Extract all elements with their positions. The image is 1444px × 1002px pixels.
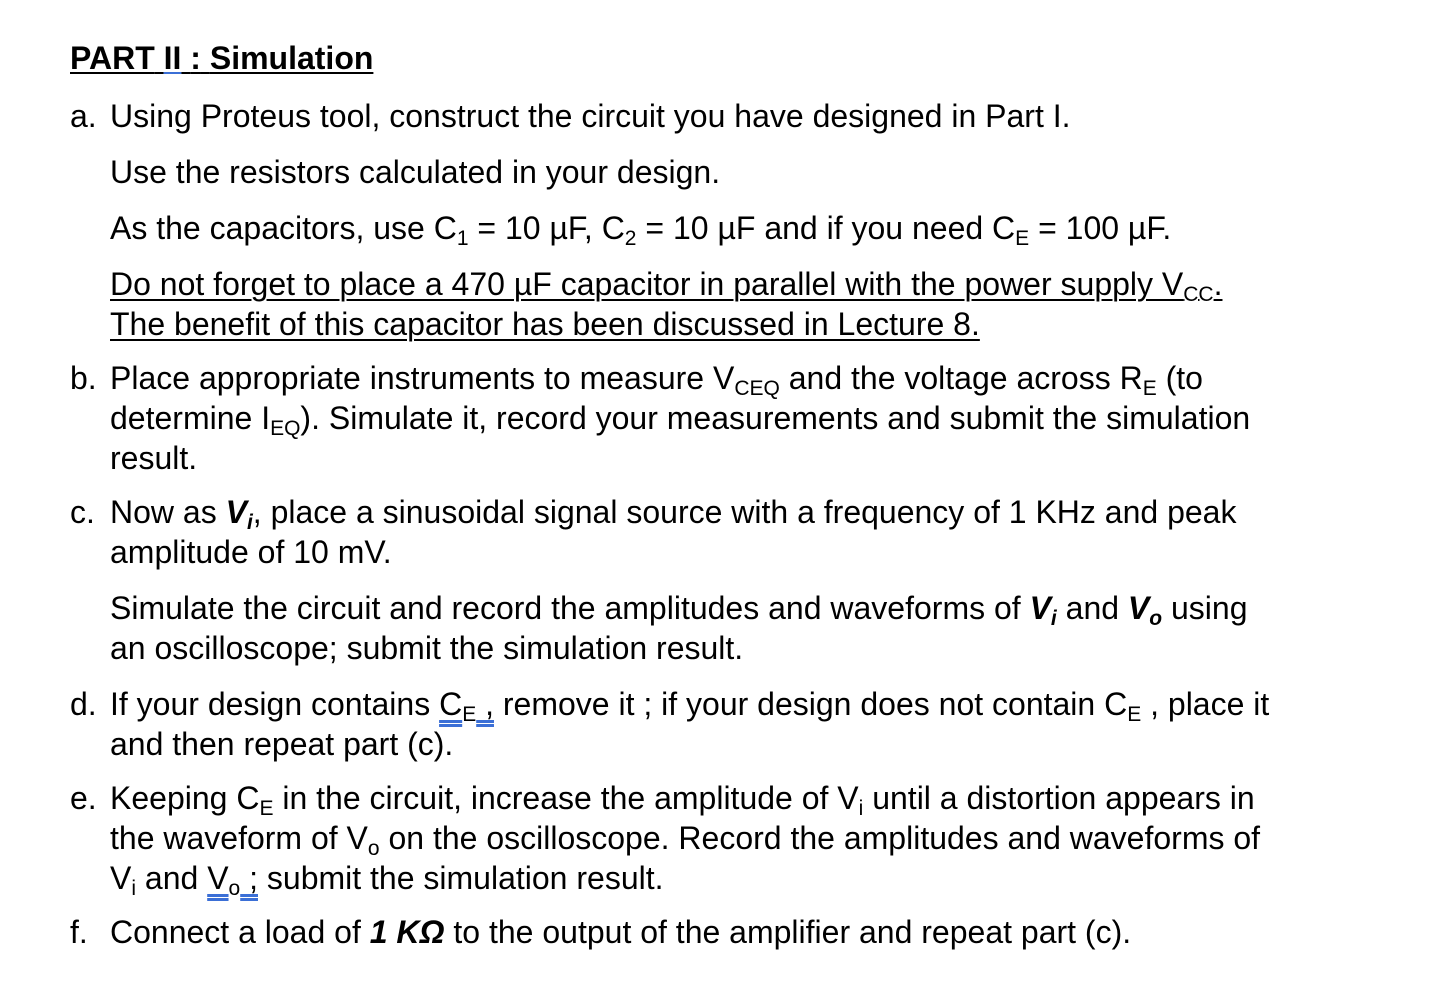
item-e-text bbox=[110, 778, 1410, 898]
item-f-text bbox=[110, 912, 1410, 952]
item-c-line-3: Simulate the circuit and record the amplitudes and waveforms of $V_i$ and $V_o$ using bbox=[110, 590, 1248, 630]
item-d-label: d. bbox=[70, 686, 97, 722]
item-a-line-4: Do not forget to place a 470 µF capacitor in parallel with the power supply $V_{CC}$. bbox=[110, 266, 1223, 306]
item-a-label: a. bbox=[70, 98, 97, 134]
item-a-text bbox=[110, 96, 1410, 344]
item-b-line-3: result. bbox=[110, 440, 198, 476]
item-a-line-1: Using Proteus tool, construct the circuit you have designed in Part I. bbox=[110, 98, 1071, 134]
item-b-label: b. bbox=[70, 360, 97, 396]
item-c-line-4: an oscilloscope; submit the simulation result. bbox=[110, 630, 744, 666]
item-a-line-3: As the capacitors, use $C_1 = 10$ µF, $C_2 = 10$ µF and if you need $C_E = 100$ µF. bbox=[110, 210, 1172, 250]
item-e-line-2: the waveform of $V_o$ on the oscilloscope. Record the amplitudes and waveforms of bbox=[110, 820, 1261, 860]
item-d-line-1: If your design contains $C_E$ , remove it ; if your design does not contain $C_E$ , place it bbox=[110, 686, 1270, 726]
heading-title: Simulation bbox=[209, 40, 374, 76]
item-b-line-1: Place appropriate instruments to measure $V_{CEQ}$ and the voltage across $R_E$ (to bbox=[110, 360, 1203, 400]
item-e-line-3: $V_i$ and $V_o$ ; submit the simulation result. bbox=[110, 860, 664, 900]
item-c-line-2: amplitude of 10 mV. bbox=[110, 534, 392, 570]
item-c-label: c. bbox=[70, 494, 95, 530]
item-a-line-2: Use the resistors calculated in your design. bbox=[110, 154, 721, 190]
item-a-line-5: The benefit of this capacitor has been discussed in Lecture 8. bbox=[110, 306, 980, 342]
item-b-text bbox=[110, 358, 1410, 478]
item-e-line-1: Keeping $C_E$ in the circuit, increase the amplitude of $V_i$ until a distortion appears in bbox=[110, 780, 1255, 820]
item-f-line-1: Connect a load of 1 KΩ to the output of the amplifier and repeat part (c). bbox=[110, 914, 1132, 950]
item-d-text bbox=[110, 684, 1410, 764]
item-b-line-2: determine $I_{EQ}$). Simulate it, record your measurements and submit the simulation bbox=[110, 400, 1251, 440]
heading-part: PART bbox=[70, 40, 155, 76]
item-f-label: f. bbox=[70, 914, 88, 950]
heading-roman: II bbox=[163, 40, 182, 76]
section-heading bbox=[70, 38, 373, 78]
item-c-text bbox=[110, 492, 1410, 668]
heading-sep: : bbox=[190, 40, 201, 76]
item-c-line-1: Now as $V_i$, place a sinusoidal signal source with a frequency of 1 KHz and peak bbox=[110, 494, 1237, 534]
item-d-line-2: and then repeat part (c). bbox=[110, 726, 454, 762]
item-e-label: e. bbox=[70, 780, 97, 816]
